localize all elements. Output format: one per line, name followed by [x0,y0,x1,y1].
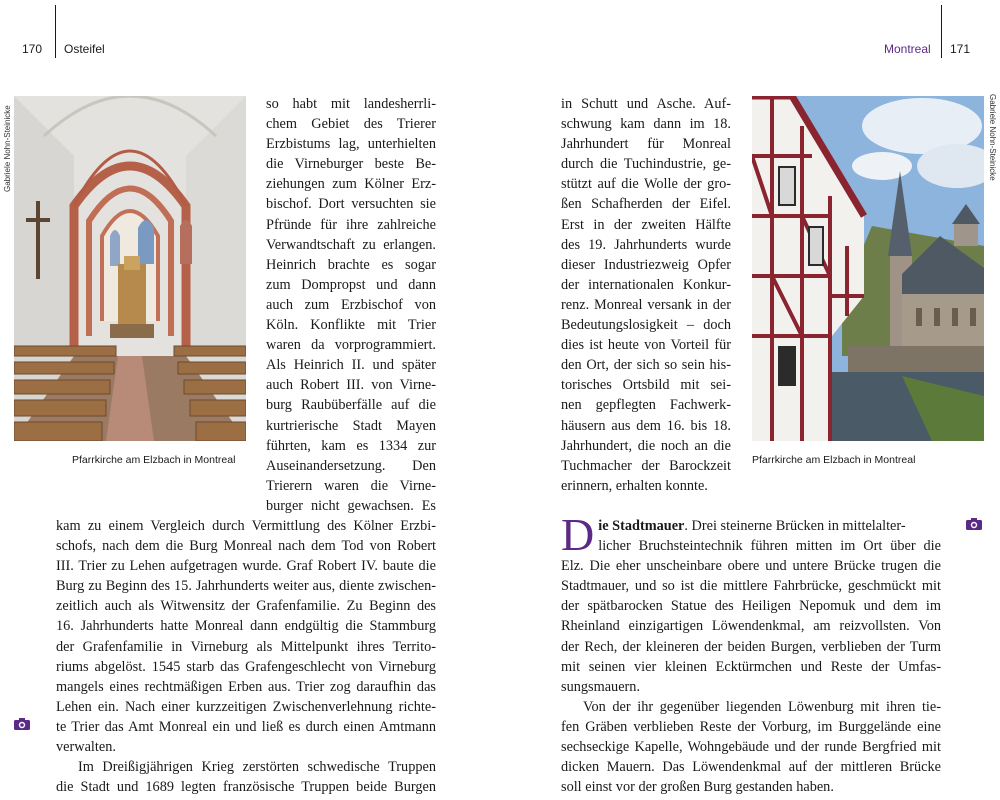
text-line: der Rech, der kleineren der beiden Burgen, verblieben der Turm [561,638,941,655]
camera-icon [14,718,30,730]
text-line: burger nicht gewachsen. Es [266,497,436,514]
text-line: burg Raubüberfälle auf die [266,397,436,414]
left-photo-caption: Pfarrkirche am Elzbach in Montreal [72,454,236,466]
text-line: Köln. Konflikte mit Trier [266,317,436,334]
text-line: die Stadt und 1689 legten französische Truppen beide Burgen [56,779,436,796]
text-line: dies ist heute von Vorteil für [561,337,731,354]
text-line: Trierern waren die Virne- [266,477,436,494]
church-interior-photo [14,96,246,441]
text-line: ziehungen zum Kölner Erz- [266,176,436,193]
text-line: Auseinandersetzung. Den [266,457,436,474]
left-column-text [266,94,436,516]
text-line: torisches Ortsbild mit sei- [561,377,731,394]
text-line [561,516,941,536]
text-line: der Grafenfamilie in Virneburg als Mittelpunkt ihres Territo- [56,638,436,655]
text-line: sungsmauern. [561,678,641,695]
text-line: waren da vorprogrammiert. [266,337,436,354]
text-line: schwung kam dann im 18. [561,116,731,133]
text-line: Von der ihr gegenüber liegenden Löwenburg mit ihren tie- [583,698,941,715]
camera-icon [966,518,982,530]
left-body-text [56,516,436,797]
text-line: zeitlich auch als Witwensitz der Grafenfamilie. Zu Beginn des [56,598,436,615]
right-running-head: Montreal [884,42,931,56]
text-line: die Virneburger beste Be- [266,156,436,173]
text-line: kam zu einem Vergleich durch Vermittlung des Kölner Erzbi- [56,518,436,534]
text-line: Erst in der zweiten Hälfte [561,216,731,233]
drop-cap: D [561,516,595,557]
text-line: auch Robert III. von Virne- [266,377,436,394]
text-line: Jahrhundert, die noch an die [561,437,731,454]
text-line: licher Bruchsteintechnik führen mitten im Ort über die [598,538,941,555]
text-line: verwalten. [56,739,116,756]
text-line: schofs, nach dem die Burg Monreal nach dem Tod von Robert [56,538,436,555]
text-line: Burg zu Beginn des 15. Jahrhunderts weiter aus, diente zwischen- [56,578,436,595]
text-line: führten, kam es 1334 zur [266,437,436,454]
text-line: nen gepflegten Fachwerk- [561,397,731,414]
text-line: stützt auf die Wolle der gro- [561,176,731,193]
right-photo-caption: Pfarrkirche am Elzbach in Montreal [752,454,916,466]
text-line: riums abgelöst. 1545 starb das Grafengeschlecht von Virneburg [56,658,436,675]
text-line: kurtrierische Stadt Mayen [266,417,436,434]
text-line: des 19. Jahrhunderts wurde [561,236,731,253]
text-line: in Schutt und Asche. Auf- [561,96,731,112]
text-line: Pfründe für ihre zahlreiche [266,216,436,233]
text-line: den Ort, der sich so sein his- [561,357,731,374]
text-line: Lehen ein. Nach einer kurzzeitigen Zwischenverlehnung richte- [56,698,436,715]
left-page-number: 170 [22,42,43,56]
text-line: Verwandtschaft zu erlangen. [266,236,436,253]
text-line: chem Gebiet des Trierer [266,116,436,133]
right-page-number: 171 [950,42,971,56]
right-photo-credit: Gabriele Nohn-Steinicke [988,94,997,181]
text-line: der spätbarocken Statue des Heiligen Nepomuk und dem im [561,598,941,615]
text-line: dieser Industriezweig Opfer [561,256,731,273]
right-column-text [561,94,731,496]
text-line: Erzbistums lag, unterhielten [266,136,436,153]
town-photo [752,96,984,441]
text-line: Stadtmauer, und so ist die mittlere Fahrbrücke, geschmückt mit [561,578,941,595]
text-line: . Drei steinerne Brücken in mittelalter- [684,518,906,534]
text-line: bischof. Dort versuchten sie [266,196,436,213]
text-line: Tuchmacher der Barockzeit [561,457,731,474]
text-line: sechseckige Kapelle, Wohngebäude und der runde Bergfried mit [561,739,941,756]
text-line: Rheinland einzigartigen Löwendenkmal, am reizvollsten. Von [561,618,941,635]
text-line: der internationalen Konkur- [561,276,731,293]
text-line: renz. Monreal versank in der [561,296,731,313]
text-line: erinnern, erhalten konnte. [561,477,708,494]
text-line: fen Gräben verblieben Reste der Vorburg, im Burggelände eine [561,718,941,735]
text-line: Im Dreißigjährigen Krieg zerstörten schwedische Truppen [78,759,436,776]
text-line: durch die Tuchindustrie, ge- [561,156,731,173]
text-line: häusern aus dem 16. bis 18. [561,417,731,434]
text-line: te Trier das Amt Monreal ein und ließ es durch einen Amtmann [56,718,436,735]
text-line: zum Dompropst und dann [266,276,436,293]
left-running-head: Osteifel [64,42,105,56]
text-line: mit seinen vier kleinen Ecktürmchen und Reste der Umfas- [561,658,941,675]
text-line: Bedeutungslosigkeit – doch [561,317,731,334]
text-line: mangels eines rechtmäßigen Erben aus. Trier zog daraufhin das [56,678,436,695]
text-line: dicken Mauern. Das Löwendenkmal auf der mittleren Brücke [561,759,941,776]
text-line: ßen Schafherden der Eifel. [561,196,731,213]
text-line: soll einst vor der großen Burg gestanden haben. [561,779,834,796]
right-header-rule [941,5,942,58]
section-stadtmauer [561,516,941,797]
text-line: Elz. Die eher unscheinbare obere und untere Brücke trugen die [561,558,941,575]
text-line: auch zum Erzbischof von [266,296,436,313]
text-line: III. Trier zu Lehen aufgetragen wurde. Graf Robert IV. baute die [56,558,436,575]
text-line: 16. Jahrhunderts hatte Monreal dann endgültig die Stammburg [56,618,436,635]
text-line: Heinrich brachte es sogar [266,256,436,273]
text-line: Als Heinrich II. und später [266,357,436,374]
text-line: so habt mit landesherrli- [266,96,436,112]
left-photo-credit: Gabriele Nohn-Steinicke [3,105,12,192]
text-line: Jahrhundert für Monreal [561,136,731,153]
left-header-rule [55,5,56,58]
section-title: ie Stadtmauer [598,518,685,534]
